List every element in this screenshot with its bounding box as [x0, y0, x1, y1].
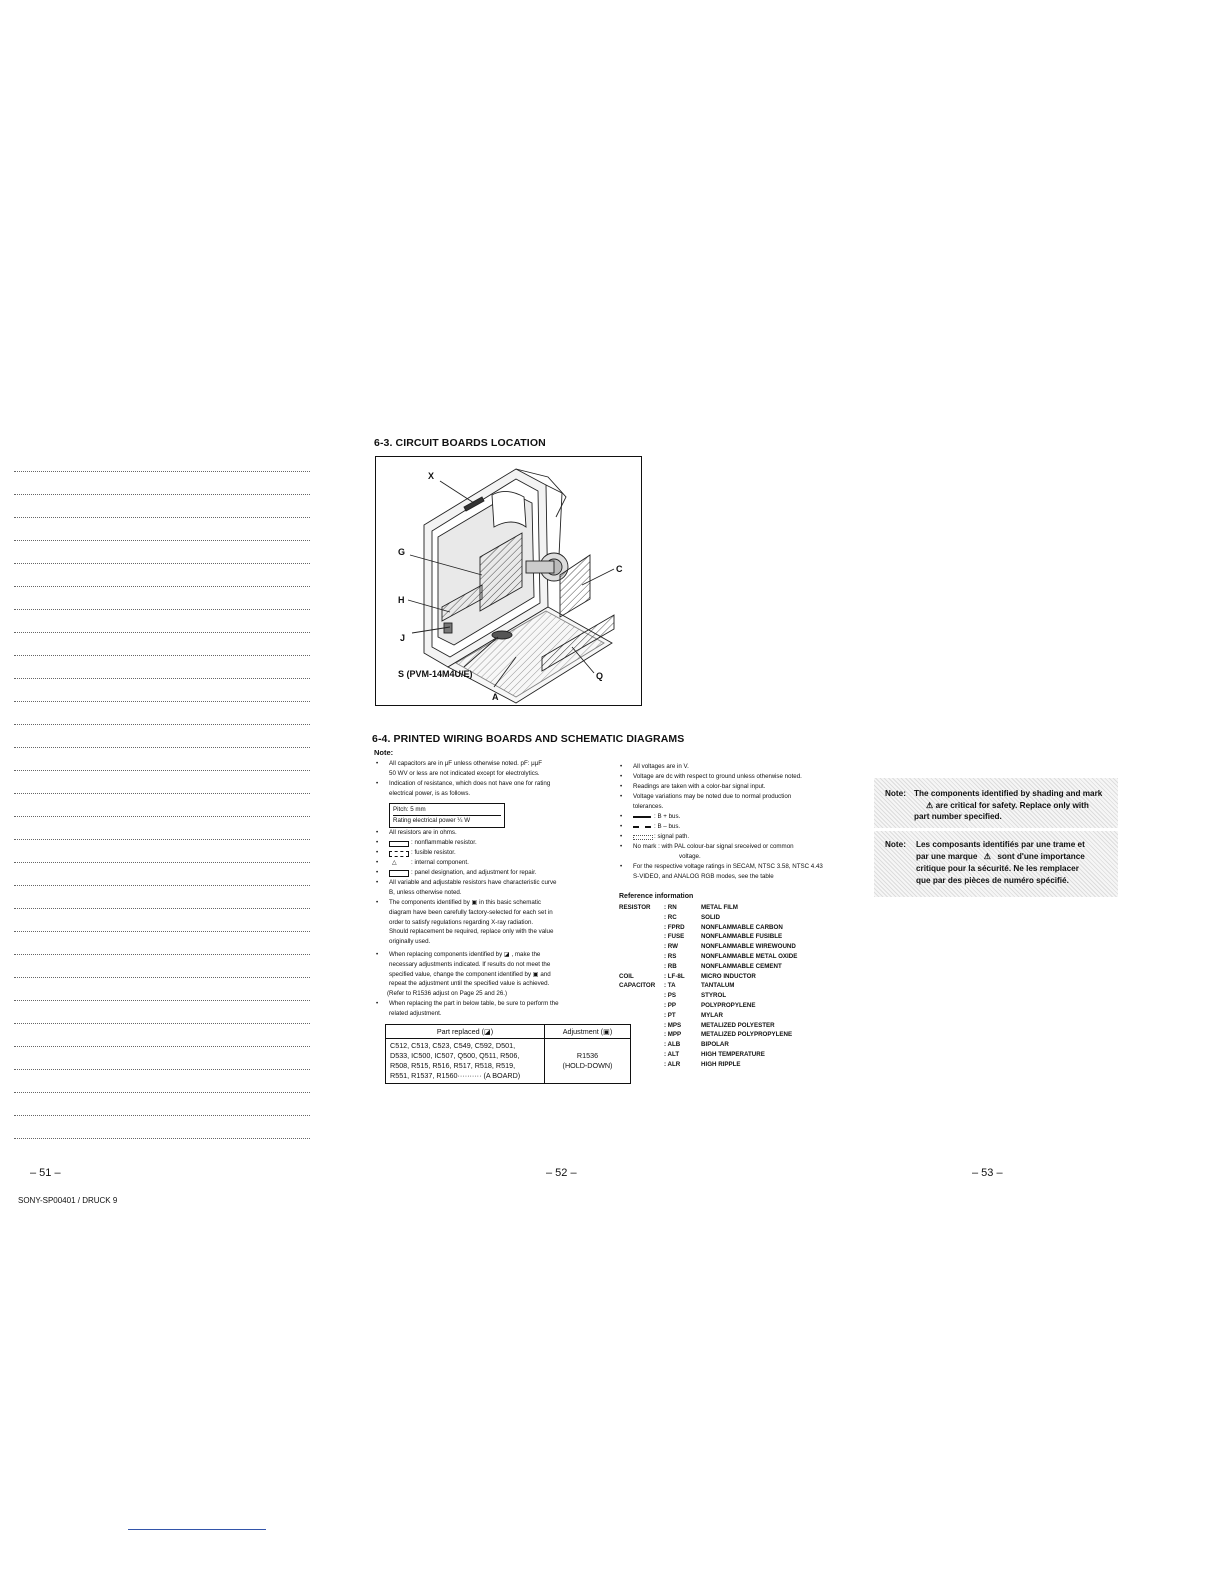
- note-line: [14, 494, 310, 495]
- note-line: [14, 1069, 310, 1070]
- reference-description: SOLID: [701, 913, 720, 921]
- note-line-text: : signal path.: [654, 833, 690, 840]
- safety-note-line-2: [914, 800, 1114, 812]
- note-line: [14, 655, 310, 656]
- note-line-text: related adjustment.: [389, 1009, 442, 1017]
- note-line-text: No mark : with PAL colour-bar signal sreceived or common: [633, 843, 794, 850]
- reference-code: : MPS: [664, 1021, 682, 1029]
- reference-row: [619, 923, 839, 933]
- note-line: [14, 701, 310, 702]
- note-line: [14, 954, 310, 955]
- page-number-51: – 51 –: [30, 1167, 61, 1179]
- reference-code: : RN: [664, 904, 677, 911]
- signal-path-icon: [633, 835, 653, 840]
- reference-description: TANTALUM: [701, 982, 735, 990]
- reference-code: : ALB: [664, 1041, 681, 1049]
- note-line-text: 50 WV or less are not indicated except for electrolytics.: [389, 769, 540, 777]
- note-line: [14, 1092, 310, 1093]
- table-header-adjustment: Adjustment (▣): [545, 1025, 631, 1039]
- note-line-text: All resistors are in ohms.: [389, 829, 457, 836]
- reference-code: : FUSE: [664, 933, 685, 941]
- warning-triangle-icon: ⚠: [926, 800, 934, 810]
- safety-note-label: Note:: [885, 840, 906, 849]
- reference-code: : RW: [664, 943, 678, 951]
- note-line-text: : fusible resistor.: [411, 849, 456, 856]
- reference-description: MYLAR: [701, 1011, 723, 1019]
- reference-code: : ALT: [664, 1050, 680, 1058]
- note-line-text: electrical power, is as follows.: [389, 789, 471, 797]
- safety-note-label: Note:: [885, 789, 906, 798]
- reference-description: MICRO INDUCTOR: [701, 972, 756, 980]
- label-s: S (PVM-14M4U/E): [398, 669, 473, 679]
- safety-note-text: [916, 839, 1110, 887]
- note-line: [14, 839, 310, 840]
- note-line: [14, 862, 310, 863]
- note-line: [14, 931, 310, 932]
- reference-category: COIL: [619, 972, 634, 980]
- note-line: [14, 1138, 310, 1139]
- reference-description: METALIZED POLYESTER: [701, 1021, 775, 1029]
- note-line: [14, 1000, 310, 1001]
- parts-adjustment-table: [385, 1024, 631, 1084]
- note-label: Note:: [374, 748, 394, 757]
- note-line-text: originally used.: [389, 938, 431, 946]
- note-line: [14, 517, 310, 518]
- refer-text: (Refer to R1536 adjust on Page 25 and 26.): [387, 990, 508, 997]
- reference-row: [619, 903, 839, 913]
- b-minus-line-icon: [633, 826, 651, 828]
- note-line: [14, 793, 310, 794]
- note-line: [14, 471, 310, 472]
- note-line-text: The components identified by ▣ in this basic schematic: [389, 899, 542, 906]
- note-line-text: tolerances.: [633, 802, 664, 810]
- table-header-part: Part replaced (◪): [386, 1025, 545, 1039]
- reference-description: BIPOLAR: [701, 1041, 729, 1049]
- reference-description: POLYPROPYLENE: [701, 1001, 756, 1009]
- note-line: [14, 724, 310, 725]
- note-line-text: All voltages are in V.: [633, 763, 689, 770]
- reference-description: STYROL: [701, 992, 727, 1000]
- reference-code: : TA: [664, 982, 676, 990]
- note-line: [14, 885, 310, 886]
- nonflammable-resistor-icon: [389, 841, 409, 847]
- reference-row: [619, 1030, 839, 1040]
- note-line-text: specified value, change the component identified by ▣ and: [389, 970, 551, 978]
- safety-note-line: critique pour la sécurité. Ne les remplacer: [916, 864, 1079, 873]
- label-c: C: [616, 564, 623, 574]
- note-line-text: repeat the adjustment until the specified value is achieved.: [389, 980, 550, 988]
- note-line: [14, 678, 310, 679]
- note-line: [14, 908, 310, 909]
- reference-code: : LF-8L: [664, 972, 685, 980]
- note-line-text: diagram have been carefully factory-selected for each set in: [389, 908, 553, 916]
- note-line-text: B, unless otherwise noted.: [389, 888, 462, 896]
- label-a: A: [492, 692, 499, 702]
- note-line: [14, 586, 310, 587]
- parts-line: R508, R515, R516, R517, R518, R519,: [390, 1061, 516, 1070]
- reference-description: NONFLAMMABLE METAL OXIDE: [701, 952, 798, 960]
- reference-title: Reference information: [619, 893, 694, 900]
- reference-category: RESISTOR: [619, 904, 651, 911]
- reference-description: NONFLAMMABLE CEMENT: [701, 962, 782, 970]
- adjustment-line: (HOLD-DOWN): [562, 1061, 613, 1070]
- safety-note-line: que par des pièces de numéro spécifié.: [916, 876, 1069, 885]
- label-g: G: [398, 547, 406, 557]
- note-line-text: order to satisfy regulations regarding X-ray radiation.: [389, 918, 534, 926]
- note-line-text: : B + bus.: [654, 813, 681, 820]
- reference-row: [619, 962, 839, 972]
- table-cell-adjustment: [545, 1039, 631, 1084]
- reference-row: [619, 981, 839, 991]
- page-number-52: – 52 –: [546, 1167, 577, 1179]
- note-line-text: Voltage variations may be noted due to normal production: [633, 793, 792, 800]
- reference-code: : RB: [664, 962, 677, 970]
- note-line: [14, 609, 310, 610]
- fusible-resistor-icon: [389, 851, 409, 857]
- note-line-text: For the respective voltage ratings in SECAM, NTSC 3.58, NTSC 4.43: [633, 863, 823, 870]
- reference-category: CAPACITOR: [619, 982, 656, 990]
- warning-triangle-icon: ⚠: [983, 852, 992, 861]
- safety-note-line: Les composants identifiés par une trame et: [916, 840, 1085, 849]
- reference-row: [619, 913, 839, 923]
- reference-row: [619, 942, 839, 952]
- note-line: [14, 1046, 310, 1047]
- reference-code: : RC: [664, 913, 677, 921]
- page-number-53: – 53 –: [972, 1167, 1003, 1179]
- reference-row: [619, 1011, 839, 1021]
- pitch-box: [389, 803, 505, 828]
- safety-note-french: [874, 831, 1118, 897]
- b-plus-line-icon: [633, 816, 651, 818]
- monitor-chassis-drawing: [376, 457, 641, 705]
- reference-row: [619, 972, 839, 982]
- pitch-text: Pitch: 5 mm: [393, 805, 501, 816]
- reference-description: NONFLAMMABLE WIREWOUND: [701, 943, 796, 951]
- note-line-text: Readings are taken with a color-bar signal input.: [633, 783, 766, 790]
- note-line: [14, 632, 310, 633]
- reference-code: : RS: [664, 952, 677, 960]
- note-line-text: S-VIDEO, and ANALOG RGB modes, see the table: [633, 872, 774, 880]
- note-line-text: All variable and adjustable resistors have characteristic curve: [389, 879, 557, 886]
- reference-description: METALIZED POLYPROPYLENE: [701, 1031, 793, 1039]
- rating-text: Rating electrical power ¼ W: [393, 816, 471, 824]
- safety-note-line: The components identified by shading and mark: [914, 789, 1103, 798]
- safety-note-line: part number specified.: [914, 812, 1002, 821]
- label-q: Q: [596, 671, 604, 681]
- reference-description: NONFLAMMABLE CARBON: [701, 923, 783, 931]
- note-line-text: All capacitors are in μF unless otherwise noted. pF: μμF: [389, 760, 543, 767]
- reference-row: [619, 932, 839, 942]
- parts-line: R551, R1537, R1560·········· (A BOARD): [390, 1071, 521, 1080]
- note-line-text: : internal component.: [411, 859, 469, 866]
- reference-description: HIGH TEMPERATURE: [701, 1050, 765, 1058]
- reference-row: [619, 1021, 839, 1031]
- parts-line: D533, IC500, IC507, Q500, Q511, R506,: [390, 1051, 520, 1060]
- note-line: [14, 770, 310, 771]
- reference-code: : ALR: [664, 1060, 681, 1068]
- reference-row: [619, 1050, 839, 1060]
- reference-code: : FPRD: [664, 923, 685, 931]
- reference-row: [619, 1001, 839, 1011]
- circuit-board-figure: [375, 456, 642, 706]
- note-line-text: necessary adjustments indicated. If results do not meet the: [389, 960, 551, 968]
- note-line: [14, 977, 310, 978]
- note-line-text: : nonflammable resistor.: [411, 839, 477, 846]
- triangle-icon: △: [392, 859, 397, 866]
- note-line: [14, 1115, 310, 1116]
- label-j: J: [400, 633, 406, 643]
- safety-note-line: par une marque: [916, 852, 978, 861]
- footer-code: SONY-SP00401 / DRUCK 9: [18, 1196, 118, 1205]
- adjustment-line: R1536: [576, 1051, 599, 1060]
- note-line-text: voltage.: [679, 852, 701, 860]
- reference-code: : PT: [664, 1011, 676, 1019]
- note-line-text: Indication of resistance, which does not have one for rating: [389, 780, 551, 787]
- note-line: [14, 540, 310, 541]
- reference-list: [619, 903, 839, 1070]
- safety-note-line: are critical for safety. Replace only with: [935, 800, 1089, 810]
- reference-code: : PS: [664, 992, 677, 1000]
- safety-note-text: [914, 788, 1114, 823]
- note-line-text: Should replacement be required, replace only with the value: [389, 928, 554, 936]
- safety-note-english: [874, 778, 1118, 828]
- note-line: [14, 747, 310, 748]
- note-line-text: : panel designation, and adjustment for repair.: [411, 869, 537, 876]
- note-line: [14, 1023, 310, 1024]
- note-line: [14, 816, 310, 817]
- safety-note-line-2: [916, 851, 1110, 863]
- reference-description: NONFLAMMABLE FUSIBLE: [701, 933, 783, 941]
- label-x: X: [428, 471, 435, 481]
- parts-line: C512, C513, C523, C549, C592, D501,: [390, 1041, 516, 1050]
- note-line-text: When replacing the part in below table, be sure to perform the: [389, 1000, 559, 1007]
- note-line: [14, 563, 310, 564]
- reference-code: : MPP: [664, 1031, 682, 1039]
- reference-row: [619, 1040, 839, 1050]
- note-line-text: Voltage are dc with respect to ground unless otherwise noted.: [633, 773, 802, 780]
- section-6-3-title: 6-3. CIRCUIT BOARDS LOCATION: [374, 437, 546, 449]
- reference-code: : PP: [664, 1001, 677, 1009]
- label-h: H: [398, 595, 405, 605]
- reference-description: HIGH RIPPLE: [701, 1060, 741, 1068]
- reference-row: [619, 991, 839, 1001]
- reference-row: [619, 952, 839, 962]
- section-6-4-title: 6-4. PRINTED WIRING BOARDS AND SCHEMATIC DIAGRAMS: [372, 733, 685, 745]
- panel-box-icon: [389, 870, 409, 877]
- footer-rule: [128, 1529, 266, 1530]
- table-cell-parts: [386, 1039, 545, 1084]
- safety-note-line: sont d'une importance: [997, 852, 1085, 861]
- reference-row: [619, 1060, 839, 1070]
- note-line-text: : B – bus.: [654, 823, 681, 830]
- reference-description: METAL FILM: [701, 904, 738, 911]
- note-line-text: When replacing components identified by ◪ , make the: [389, 951, 541, 958]
